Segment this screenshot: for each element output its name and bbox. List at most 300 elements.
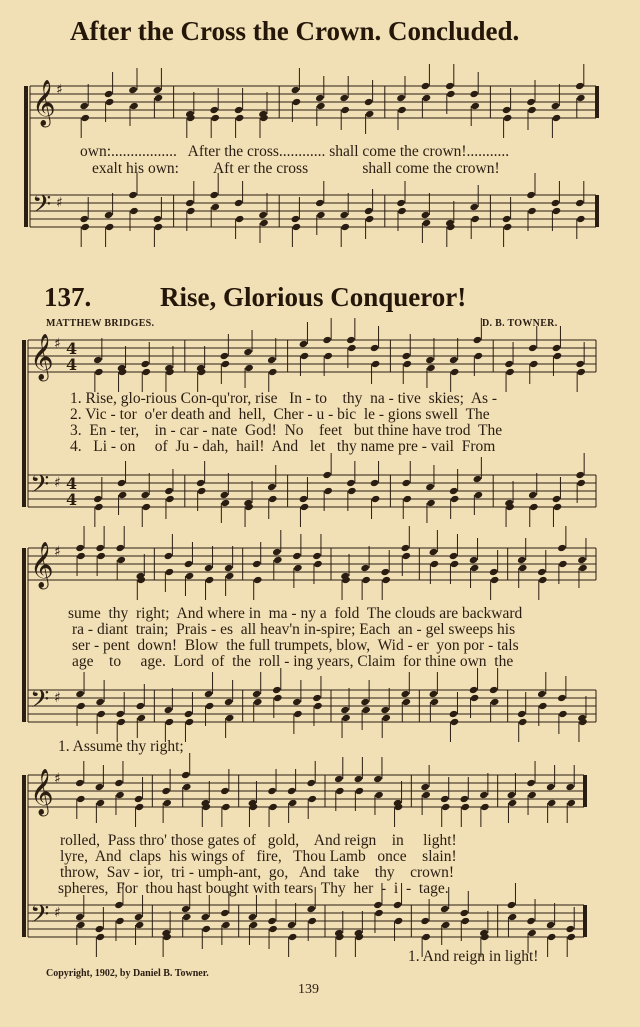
bass-note — [153, 215, 163, 223]
bass-note — [449, 710, 459, 718]
bass-note — [370, 479, 380, 487]
treble-note — [105, 98, 115, 106]
verse-lyric-s3-3: throw, Sav - ior, tri - umph-ant, go, And take thy crown! — [60, 864, 454, 881]
verse-lyric-s1-1: 1. Rise, glo-rious Con-qu'ror, rise In - to thy na - tive skies; As - — [70, 390, 498, 407]
treble-note — [538, 576, 548, 584]
bass-note — [129, 207, 139, 215]
treble-note — [374, 791, 384, 799]
bass-note — [288, 933, 298, 941]
treble-note — [96, 799, 106, 807]
treble-note — [402, 360, 412, 368]
bass-note — [422, 219, 432, 227]
treble-clef-icon: 𝄞 — [30, 769, 54, 815]
treble-note — [450, 560, 460, 568]
bass-note — [117, 479, 127, 487]
bass-note — [401, 479, 411, 487]
treble-note — [312, 552, 322, 560]
bass-note — [248, 913, 258, 921]
bass-note — [552, 207, 562, 215]
treble-note — [576, 94, 586, 102]
bass-note — [202, 925, 212, 933]
treble-note — [446, 90, 456, 98]
final-barline — [595, 195, 599, 227]
treble-note — [300, 352, 310, 360]
bass-clef-icon: 𝄢 — [30, 685, 50, 720]
bass-note — [267, 483, 277, 491]
treble-note — [316, 102, 326, 110]
bass-note — [341, 714, 351, 722]
treble-note — [288, 799, 298, 807]
verse-lyric-s1-4: 4. Li - on of Ju - dah, hail! And let thy name pre - vail From — [70, 438, 496, 455]
bass-note — [115, 917, 125, 925]
sharp-icon: ♯ — [54, 905, 61, 921]
bass-note — [526, 917, 536, 925]
treble-note — [526, 98, 536, 106]
bass-note — [300, 503, 310, 511]
bass-note — [508, 913, 518, 921]
bass-note — [96, 933, 106, 941]
treble-note — [116, 556, 126, 564]
bass-note — [527, 929, 537, 937]
bass-note — [430, 698, 440, 706]
bass-note — [473, 475, 483, 483]
bass-note — [517, 710, 527, 718]
treble-note — [267, 356, 277, 364]
treble-note — [397, 106, 407, 114]
treble-note — [79, 102, 89, 110]
verse-lyric-s2-4: age to age. Lord of the roll - ing years, Claim for thine own the — [72, 653, 514, 670]
bass-note — [474, 491, 484, 499]
bass-note — [136, 702, 146, 710]
bass-note — [576, 215, 586, 223]
bass-note — [253, 698, 263, 706]
bass-note — [164, 706, 174, 714]
bass-note — [323, 487, 333, 495]
verse-lyric-s2-3: ser - pent down! Blow the full trumpets, blow, Wid - er yon por - tals — [72, 637, 519, 654]
verse-lyric-s1-3: 3. En - ter, in - car - nate God! No feet but thine have trod The — [70, 422, 503, 439]
treble-note — [470, 102, 480, 110]
treble-note — [161, 787, 171, 795]
treble-note — [526, 779, 536, 787]
treble-note — [273, 556, 283, 564]
treble-note — [527, 106, 537, 114]
treble-note — [291, 86, 301, 94]
bass-note — [165, 718, 175, 726]
bass-note — [93, 495, 103, 503]
bass-note — [307, 917, 317, 925]
system-brace — [22, 548, 26, 722]
bass-note — [220, 491, 230, 499]
bass-note — [209, 191, 219, 199]
bass-note — [141, 503, 151, 511]
bass-note — [529, 503, 539, 511]
treble-note — [205, 576, 215, 584]
bass-note — [340, 706, 350, 714]
bass-note — [185, 199, 195, 207]
treble-note — [507, 791, 517, 799]
time-signature: 4 — [66, 339, 78, 358]
treble-note — [354, 775, 364, 783]
bass-note — [470, 215, 480, 223]
bass-note — [76, 702, 86, 710]
treble-note — [504, 360, 514, 368]
treble-note — [365, 110, 375, 118]
treble-note — [474, 352, 484, 360]
bass-note — [252, 690, 262, 698]
bass-note — [397, 207, 407, 215]
bass-note — [566, 933, 576, 941]
treble-note — [429, 548, 439, 556]
treble-note — [421, 791, 431, 799]
treble-note — [552, 114, 562, 122]
treble-note — [577, 556, 587, 564]
hymn-title: Rise, Glorious Conqueror! — [160, 282, 467, 312]
treble-note — [221, 803, 231, 811]
treble-note — [95, 783, 105, 791]
treble-note — [334, 775, 344, 783]
bass-note — [361, 706, 371, 714]
treble-note — [315, 94, 325, 102]
treble-note — [235, 114, 245, 122]
bass-note — [460, 909, 470, 917]
bass-note — [135, 921, 145, 929]
bass-note — [371, 495, 381, 503]
bass-note — [402, 495, 412, 503]
bass-note — [114, 901, 124, 909]
bass-note — [205, 702, 215, 710]
time-signature: 4 — [66, 355, 78, 374]
treble-note — [508, 799, 518, 807]
bass-note — [201, 913, 211, 921]
bass-note — [186, 207, 196, 215]
treble-note — [527, 791, 537, 799]
bass-note — [259, 219, 269, 227]
treble-note — [307, 795, 317, 803]
bass-note — [450, 495, 460, 503]
bass-note — [75, 690, 85, 698]
bass-note — [575, 199, 585, 207]
treble-note — [75, 779, 85, 787]
treble-note — [449, 356, 459, 364]
bass-note — [235, 215, 245, 223]
bass-note — [268, 495, 278, 503]
treble-note — [323, 352, 333, 360]
treble-note — [204, 564, 214, 572]
bass-note — [546, 921, 556, 929]
treble-note — [578, 564, 588, 572]
verse-lyric-s3-2: lyre, And claps his wings of fire, Thou Lamb once slain! — [60, 848, 457, 865]
bass-note — [79, 215, 89, 223]
treble-note — [134, 795, 144, 803]
bass-note — [105, 223, 115, 231]
treble-clef-icon: 𝄞 — [30, 334, 54, 380]
treble-note — [441, 803, 451, 811]
bass-note — [426, 499, 436, 507]
treble-note — [162, 799, 172, 807]
sharp-icon: ♯ — [54, 690, 61, 706]
treble-note — [537, 568, 547, 576]
treble-note — [489, 568, 499, 576]
treble-note — [299, 340, 309, 348]
bass-note — [273, 694, 283, 702]
bass-note — [134, 913, 144, 921]
bass-note — [299, 495, 309, 503]
treble-note — [430, 560, 440, 568]
bass-note — [197, 487, 207, 495]
bass-note — [393, 901, 403, 909]
bass-note — [557, 694, 567, 702]
bass-note — [165, 495, 175, 503]
treble-clef-icon: 𝄞 — [32, 80, 56, 126]
bass-note — [221, 921, 231, 929]
top-lyric-line-1: own:................. After the cross............ shall come the crown!........... — [80, 143, 510, 160]
bass-note — [538, 702, 548, 710]
treble-note — [267, 787, 277, 795]
verse-lyric-s3-4: spheres, For thou hast bought with tears Thy her - i - tage. — [58, 880, 449, 897]
bass-note — [365, 215, 375, 223]
bass-clef-icon: 𝄢 — [32, 190, 52, 225]
treble-note — [253, 576, 263, 584]
system-brace — [22, 340, 26, 507]
treble-note — [96, 552, 106, 560]
sharp-icon: ♯ — [54, 336, 61, 352]
final-barline — [583, 775, 587, 807]
bass-note — [291, 215, 301, 223]
bass-note — [552, 495, 562, 503]
treble-note — [575, 360, 585, 368]
bass-note — [360, 698, 370, 706]
treble-note — [425, 356, 435, 364]
treble-note — [529, 360, 539, 368]
bass-note — [128, 191, 138, 199]
treble-note — [185, 572, 195, 580]
bass-note — [221, 499, 231, 507]
bass-note — [95, 925, 105, 933]
verse-lyric-s3-1: rolled, Pass thro' those gates of gold, And reign in light! — [60, 832, 457, 849]
bass-note — [551, 199, 561, 207]
bass-note — [470, 694, 480, 702]
treble-note — [503, 114, 513, 122]
bass-note — [381, 714, 391, 722]
treble-note — [220, 787, 230, 795]
bass-note — [292, 698, 302, 706]
treble-note — [347, 344, 357, 352]
top-lyric-line-2: exalt his own: Aft er the cross shall come the crown! — [92, 160, 500, 177]
bass-clef-icon: 𝄢 — [30, 900, 50, 935]
treble-note — [340, 106, 350, 114]
treble-note — [364, 98, 374, 106]
treble-note — [234, 106, 244, 114]
bass-note — [518, 718, 528, 726]
treble-note — [551, 102, 561, 110]
bass-note — [402, 698, 412, 706]
bass-note — [537, 690, 547, 698]
bass-note — [204, 690, 214, 698]
treble-note — [461, 803, 471, 811]
bass-note — [306, 905, 316, 913]
bass-note — [115, 710, 125, 718]
bass-clef-icon: 𝄢 — [30, 470, 50, 505]
bass-note — [268, 925, 278, 933]
treble-note — [268, 368, 278, 376]
bass-note — [185, 718, 195, 726]
treble-note — [470, 564, 480, 572]
treble-note — [182, 783, 192, 791]
bass-note — [507, 901, 517, 909]
bass-note — [80, 223, 90, 231]
sharp-icon: ♯ — [56, 82, 63, 98]
bass-note — [553, 503, 563, 511]
treble-note — [293, 564, 303, 572]
bass-note — [292, 223, 302, 231]
treble-note — [287, 787, 297, 795]
treble-note — [80, 114, 90, 122]
treble-note — [422, 94, 432, 102]
treble-note — [184, 560, 194, 568]
bass-note — [313, 702, 323, 710]
treble-note — [370, 344, 380, 352]
copyright-notice: Copyright, 1902, by Daniel B. Towner. — [46, 968, 209, 979]
treble-note — [225, 572, 235, 580]
bass-note — [373, 901, 383, 909]
treble-note — [339, 94, 349, 102]
treble-note — [401, 544, 411, 552]
treble-note — [75, 544, 85, 552]
treble-note — [505, 368, 515, 376]
treble-note — [94, 368, 104, 376]
treble-note — [440, 795, 450, 803]
treble-note — [128, 86, 138, 94]
treble-note — [502, 106, 512, 114]
treble-note — [552, 344, 562, 352]
treble-note — [558, 560, 568, 568]
bass-note — [528, 491, 538, 499]
treble-note — [576, 368, 586, 376]
treble-note — [445, 82, 455, 90]
sharp-icon: ♯ — [56, 195, 63, 211]
bass-note — [440, 905, 450, 913]
treble-note — [322, 336, 332, 344]
treble-note — [566, 799, 576, 807]
treble-note — [460, 795, 470, 803]
bass-note — [575, 471, 585, 479]
bass-note — [547, 933, 557, 941]
treble-note — [426, 364, 436, 372]
treble-note — [557, 544, 567, 552]
treble-note — [243, 348, 253, 356]
bass-note — [469, 203, 479, 211]
bass-note — [140, 491, 150, 499]
treble-note — [371, 360, 381, 368]
treble-note — [272, 548, 282, 556]
bass-note — [347, 487, 357, 495]
treble-note — [76, 795, 86, 803]
bass-note — [287, 921, 297, 929]
treble-note — [469, 556, 479, 564]
treble-note — [115, 544, 125, 552]
treble-note — [517, 556, 527, 564]
treble-note — [373, 775, 383, 783]
continued-hymn-title: After the Cross the Crown. Concluded. — [70, 16, 520, 46]
treble-note — [221, 360, 231, 368]
treble-note — [381, 576, 391, 584]
bass-note — [312, 694, 322, 702]
bass-note — [374, 909, 384, 917]
bass-note — [182, 913, 192, 921]
bass-note — [565, 925, 575, 933]
treble-note — [224, 564, 234, 572]
bass-note — [346, 479, 356, 487]
bass-note — [137, 714, 147, 722]
treble-note — [292, 552, 302, 560]
treble-note — [469, 90, 479, 98]
system-brace — [22, 775, 26, 937]
treble-note — [546, 783, 556, 791]
treble-note — [355, 787, 365, 795]
sharp-icon: ♯ — [54, 475, 61, 491]
hymn-number: 137. — [44, 282, 92, 312]
treble-note — [528, 344, 538, 352]
time-signature: 4 — [66, 490, 78, 509]
bass-note — [576, 479, 586, 487]
bass-note — [258, 211, 268, 219]
system-brace — [24, 86, 28, 227]
treble-note — [165, 568, 175, 576]
treble-note — [220, 352, 230, 360]
bass-note — [339, 211, 349, 219]
bass-note — [527, 207, 537, 215]
bass-note — [316, 211, 326, 219]
treble-note — [181, 771, 191, 779]
bass-note — [396, 199, 406, 207]
sharp-icon: ♯ — [54, 544, 61, 560]
treble-note — [210, 114, 220, 122]
bass-note — [272, 686, 282, 694]
time-signature: 4 — [66, 474, 78, 493]
treble-note — [104, 90, 114, 98]
bass-note — [394, 917, 404, 925]
treble-note — [361, 576, 371, 584]
treble-note — [153, 86, 163, 94]
treble-note — [401, 352, 411, 360]
bass-note — [196, 479, 206, 487]
bass-note — [401, 690, 411, 698]
composer-credit: D. B. TOWNER. — [482, 318, 558, 329]
treble-note — [268, 803, 278, 811]
treble-note — [480, 803, 490, 811]
treble-note — [479, 791, 489, 799]
bass-note — [421, 933, 431, 941]
verse-lyric-s1-2: 2. Vic - tor o'er death and hell, Cher - u - bic le - gions swell The — [70, 406, 490, 423]
bass-note — [322, 471, 332, 479]
bass-note — [558, 710, 568, 718]
verse-lyric-s2-1: sume thy right; And where in ma - ny a fold The clouds are backward — [68, 605, 523, 622]
bass-note — [526, 191, 536, 199]
author-credit: MATTHEW BRIDGES. — [46, 318, 155, 329]
treble-note — [575, 82, 585, 90]
bass-note — [461, 917, 471, 925]
treble-note — [547, 799, 557, 807]
bass-note — [340, 223, 350, 231]
bass-note — [118, 491, 128, 499]
bass-note — [450, 718, 460, 726]
bass-note — [210, 203, 220, 211]
treble-note — [449, 552, 459, 560]
treble-note — [335, 787, 345, 795]
bass-note — [502, 215, 512, 223]
bass-note — [490, 698, 500, 706]
treble-note — [114, 779, 124, 787]
